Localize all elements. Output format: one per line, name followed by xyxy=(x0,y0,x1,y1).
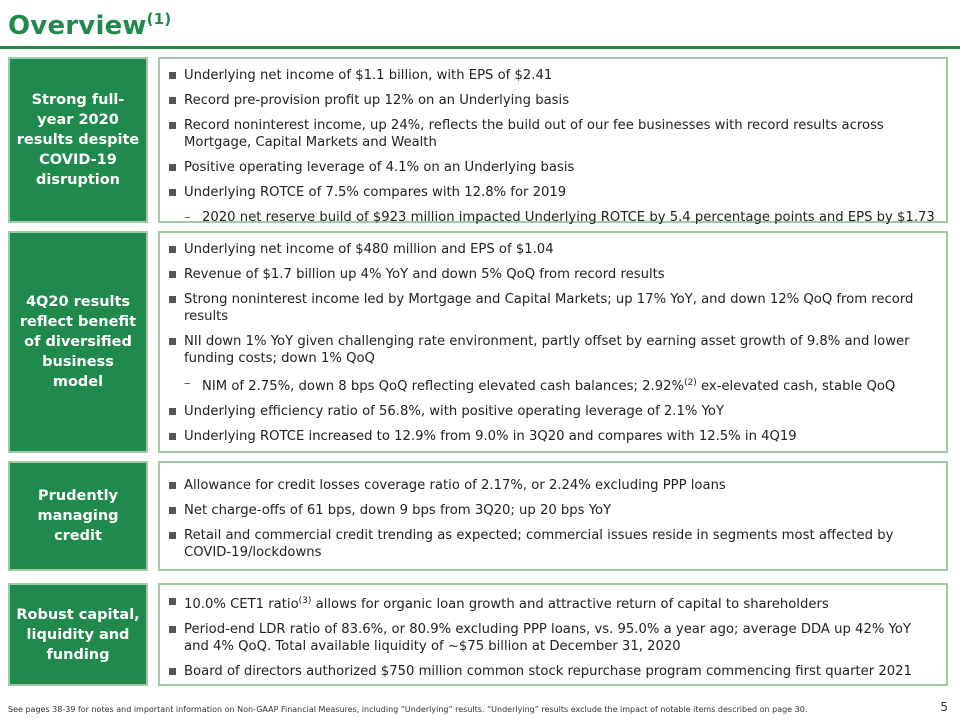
bullet-item: Record pre-provision profit up 12% on an Underlying basis xyxy=(166,92,938,109)
sub-bullet-item xyxy=(166,375,938,395)
sub-bullet-text: NIM of 2.75%, down 8 bps QoQ reflecting elevated cash balances; 2.92% xyxy=(202,379,685,394)
section-bullets xyxy=(158,57,948,223)
section-label: Prudently managing credit xyxy=(8,461,148,571)
bullet-item xyxy=(166,593,938,613)
section-label: Robust capital, liquidity and funding xyxy=(8,583,148,686)
bullet-item: Net charge-offs of 61 bps, down 9 bps from 3Q20; up 20 bps YoY xyxy=(166,502,938,519)
bullet-item: Allowance for credit losses coverage ratio of 2.17%, or 2.24% excluding PPP loans xyxy=(166,477,938,494)
bullet-item: Strong noninterest income led by Mortgage and Capital Markets; up 17% YoY, and down 12% QoQ from record results xyxy=(166,291,938,325)
bullet-item: NII down 1% YoY given challenging rate environment, partly offset by earning asset growth of 9.8% and lower funding costs; down 1% QoQ xyxy=(166,333,938,367)
bullet-item: Underlying net income of $480 million and EPS of $1.04 xyxy=(166,241,938,258)
section-label: Strong full-year 2020 results despite COVID-19 disruption xyxy=(8,57,148,223)
title-rule xyxy=(0,46,960,49)
bullet-item: Record noninterest income, up 24%, reflects the build out of our fee businesses with record results across Mortgage, Capital Markets and Wealth xyxy=(166,117,938,151)
footnote-ref: (2) xyxy=(684,378,697,388)
bullet-item: Underlying ROTCE increased to 12.9% from 9.0% in 3Q20 and compares with 12.5% in 4Q19 xyxy=(166,428,938,445)
section-bullets xyxy=(158,583,948,686)
section-full-year xyxy=(8,57,948,223)
bullet-item: Underlying net income of $1.1 billion, with EPS of $2.41 xyxy=(166,67,938,84)
bullet-item: Revenue of $1.7 billion up 4% YoY and down 5% QoQ from record results xyxy=(166,266,938,283)
bullet-item: Board of directors authorized $750 million common stock repurchase program commencing first quarter 2021 xyxy=(166,663,938,680)
page-title-text: Overview xyxy=(8,11,147,41)
bullet-item: Period-end LDR ratio of 83.6%, or 80.9% excluding PPP loans, vs. 95.0% a year ago; average DDA up 42% YoY and 4% QoQ. Total available liquidity of ~$75 billion at December 31, 2020 xyxy=(166,621,938,655)
section-bullets xyxy=(158,231,948,453)
page-number: 5 xyxy=(940,700,948,714)
title-footnote-ref: (1) xyxy=(146,10,172,28)
bullet-item: Underlying efficiency ratio of 56.8%, with positive operating leverage of 2.1% YoY xyxy=(166,403,938,420)
page-title xyxy=(8,10,171,41)
footnote: See pages 38-39 for notes and important information on Non-GAAP Financial Measures, including “Underlying” results. “Underlying” results exclude the impact of notable items described on page 30. xyxy=(8,705,808,714)
section-bullets xyxy=(158,461,948,571)
footnote-ref: (3) xyxy=(298,596,312,606)
section-capital xyxy=(8,583,948,686)
section-credit xyxy=(8,461,948,571)
sub-bullet-text: ex-elevated cash, stable QoQ xyxy=(696,379,896,394)
sub-bullet-item: – 2020 net reserve build of $923 million impacted Underlying ROTCE by 5.4 percentage points and EPS by $1.73 xyxy=(166,209,938,226)
section-4q20 xyxy=(8,231,948,453)
bullet-item: Positive operating leverage of 4.1% on an Underlying basis xyxy=(166,159,938,176)
bullet-item: Retail and commercial credit trending as expected; commercial issues reside in segments most affected by COVID-19/lockdowns xyxy=(166,527,938,561)
bullet-text: 10.0% CET1 ratio xyxy=(184,597,299,612)
section-label: 4Q20 results reflect benefit of diversified business model xyxy=(8,231,148,453)
bullet-text: allows for organic loan growth and attractive return of capital to shareholders xyxy=(311,597,829,612)
bullet-item: Underlying ROTCE of 7.5% compares with 12.8% for 2019 xyxy=(166,184,938,201)
